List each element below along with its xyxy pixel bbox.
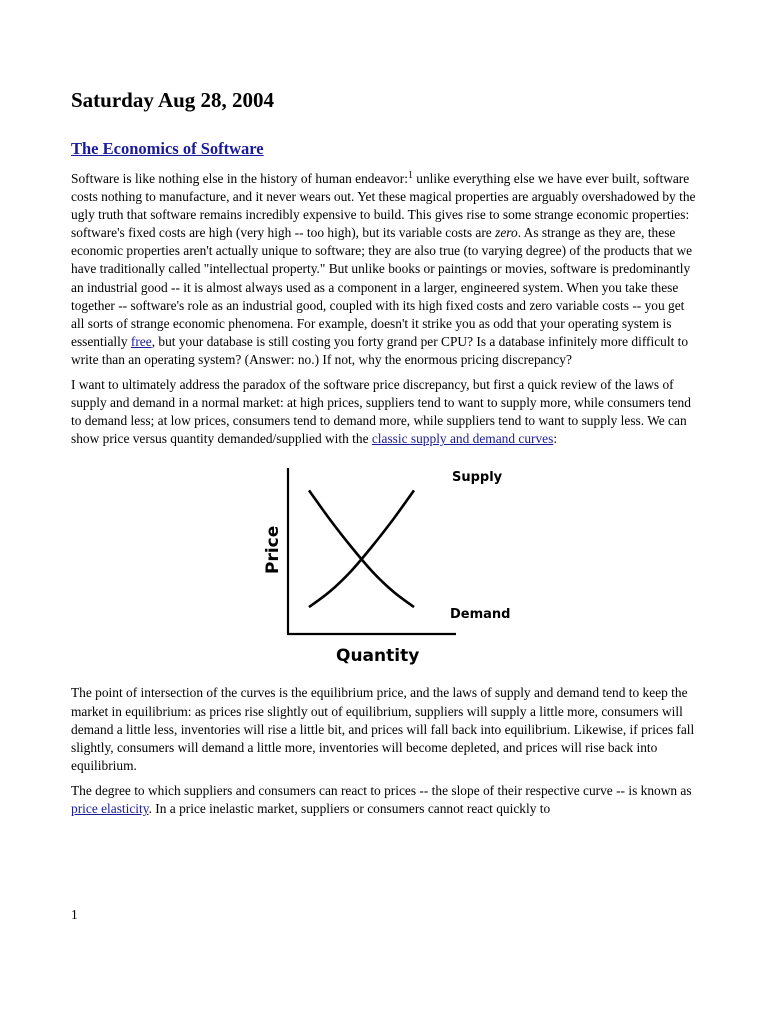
p1-text-a: Software is like nothing else in the history of human endeavor:: [71, 171, 408, 186]
p1-text-c: . As strange as they are, these economic properties aren't actually unique to software; they are also true (to varying degree) of the products that we have traditionally called "intellectual property." But unlike books or paintings or movies, software is predominantly an industrial good -- it is almost always used as a component in a larger, engineered system. When you take these together -- software's role as an industrial good, coupled with its high fixed costs and zero variable costs -- you get all sorts of strange economic phenomena. For example, doesn't it strike you as odd that your operating system is essentially: [71, 225, 693, 349]
p1-text-b: unlike everything else we have ever built, software costs nothing to manufacture, and it never wears out. Yet these magical properties are arguably overshadowed by the ugly truth that software remains incredibly expensive to build. This gives rise to some strange economic properties: software's fixed costs are high (very high -- too high), but its variable costs are: [71, 171, 696, 241]
paragraph-4: [71, 782, 701, 818]
demand-curve: [309, 491, 414, 608]
supply-demand-curves-link[interactable]: classic supply and demand curves: [371, 431, 554, 447]
page-number: 1: [71, 907, 78, 922]
p4-text-a: The degree to which suppliers and consumers can react to prices -- the slope of their respective curve -- is known as: [71, 782, 692, 798]
post-date-heading: Saturday Aug 28, 2004: [71, 88, 275, 112]
post-title-link[interactable]: The Economics of Software: [71, 139, 264, 158]
p4-text-b: . In a price inelastic market, suppliers or consumers cannot react quickly to: [148, 800, 551, 816]
p1-text-d: , but your database is still costing you forty grand per CPU? Is a database infinitely more difficult to write than an operating system? (Answer: no.) If not, why the enormous pricing discrepancy?: [71, 333, 689, 367]
supply-curve: [309, 491, 414, 608]
supply-label: Supply: [452, 470, 503, 486]
supply-demand-figure: [71, 456, 701, 676]
footnote-ref: 1: [407, 170, 413, 181]
p2-text-a: I want to ultimately address the paradox of the software price discrepancy, but first a quick review of the laws of supply and demand in a normal market: at high prices, suppliers tend to want to supply more, while consumers tend to demand less; at low prices, consumers tend to demand more, while suppliers tend to want to supply less. We can show price versus quantity demanded/supplied with the: [71, 377, 691, 447]
x-axis-label: Quantity: [336, 646, 420, 667]
p1-emphasis: zero: [495, 225, 518, 241]
paragraph-3: The point of intersection of the curves is the equilibrium price, and the laws of supply and demand tend to keep the market in equilibrium: as prices rise slightly out of equilibrium, suppliers will supply a little more, consumers will demand a little less, inventories will rise a little bit, and prices will fall back into equilibrium. Likewise, if prices fall slightly, consumers will demand a little more, inventories will become depleted, and prices will rise back into equilibrium.: [71, 685, 695, 773]
supply-demand-chart: [256, 456, 511, 676]
post-body: [71, 170, 701, 825]
demand-label: Demand: [450, 607, 511, 623]
post-title: [71, 138, 264, 160]
paragraph-1: [71, 170, 701, 369]
y-axis-label: Price: [263, 526, 283, 575]
price-elasticity-link[interactable]: price elasticity: [71, 800, 149, 816]
p2-text-b: :: [553, 431, 558, 447]
free-link[interactable]: free: [130, 333, 152, 349]
paragraph-2: [71, 376, 701, 448]
